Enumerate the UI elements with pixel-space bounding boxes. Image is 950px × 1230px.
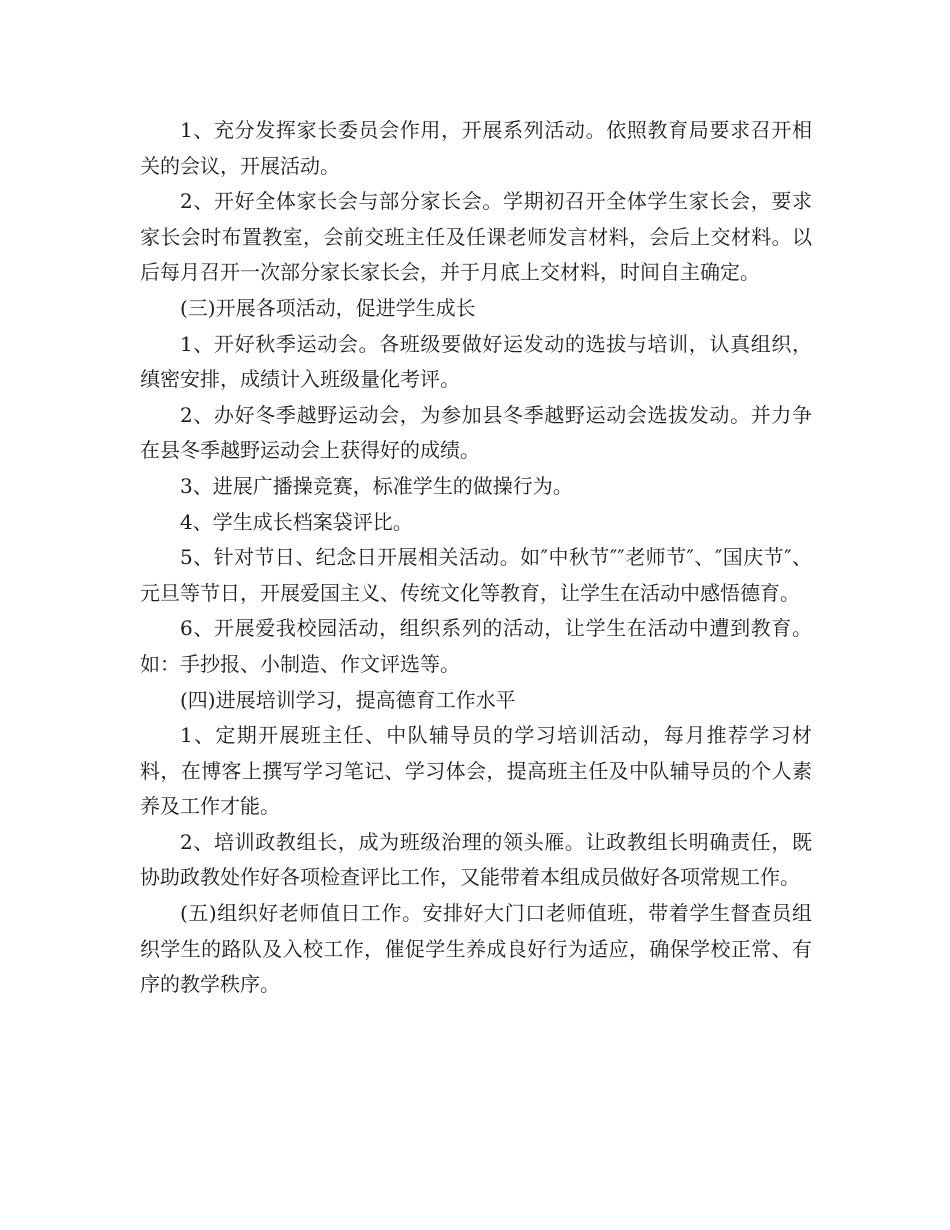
paragraph-1: 1、充分发挥家长委员会作用，开展系列活动。依照教育局要求召开相关的会议，开展活动。 [140, 118, 812, 178]
paragraph-8: 5、针对节日、纪念日开展相关活动。如″中秋节″″老师节″、″国庆节″、元旦等节日，开展爱国主义、传统文化等教育，让学生在活动中感悟德育。 [140, 545, 812, 605]
section-heading-3: (三)开展各项活动，促进学生成长 [180, 295, 476, 320]
section-paragraph-5: (五)组织好老师值日工作。安排好大门口老师值班，带着学生督查员组织学生的路队及入校工作，催促学生养成良好行为适应，确保学校正常、有序的教学秩序。 [140, 901, 812, 997]
paragraph-11: 1、定期开展班主任、中队辅导员的学习培训活动，每月推荐学习材料，在博客上撰写学习笔记、学习体会，提高班主任及中队辅导员的个人素养及工作才能。 [140, 723, 812, 819]
paragraph-12: 2、培训政教组长，成为班级治理的领头雁。让政教组长明确责任，既协助政教处作好各项检查评比工作，又能带着本组成员做好各项常规工作。 [140, 829, 812, 890]
paragraph-2: 2、开好全体家长会与部分家长会。学期初召开全体学生家长会，要求家长会时布置教室，会前交班主任及任课老师发言材料，会后上交材料。以后每月召开一次部分家长家长会，并于月底上交材料，时间自主确定。 [140, 189, 812, 285]
document-body [140, 113, 812, 1003]
section-heading-4: (四)进展培训学习，提高德育工作水平 [180, 687, 516, 712]
paragraph-9: 6、开展爱我校园活动，组织系列的活动，让学生在活动中遭到教育。如：手抄报、小制造、作文评选等。 [140, 616, 812, 676]
paragraph-4: 1、开好秋季运动会。各班级要做好运发动的选拔与培训，认真组织，缜密安排，成绩计入班级量化考评。 [140, 331, 812, 392]
paragraph-7: 4、学生成长档案袋评比。 [180, 509, 413, 534]
paragraph-5: 2、办好冬季越野运动会，为参加县冬季越野运动会选拔发动。并力争在县冬季越野运动会上获得好的成绩。 [140, 402, 812, 463]
paragraph-6: 3、进展广播操竞赛，标准学生的做操行为。 [180, 473, 573, 498]
